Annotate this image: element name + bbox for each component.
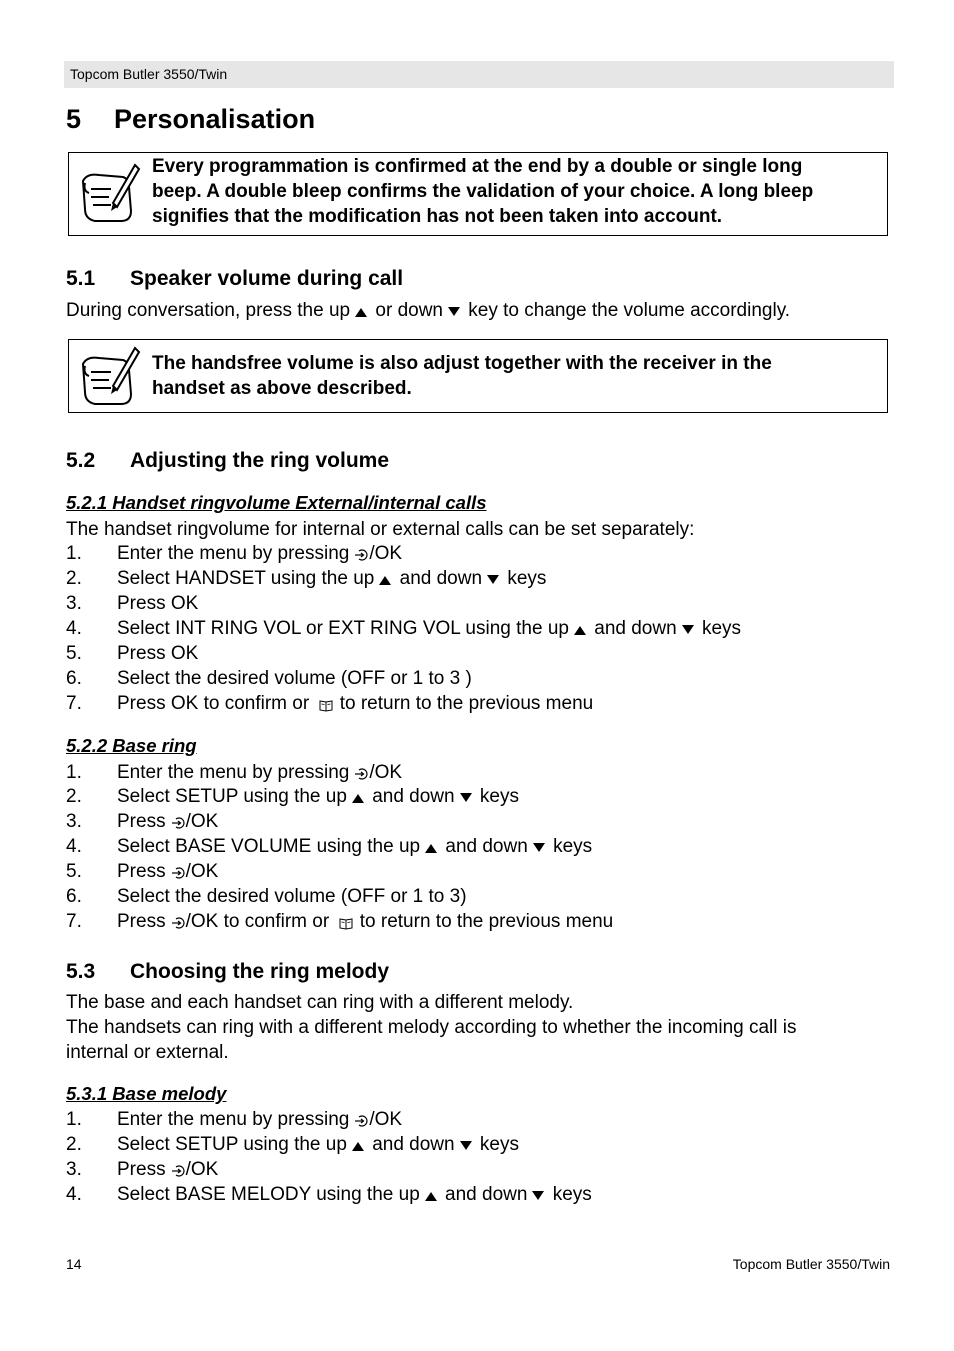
list-number: 4.	[66, 1184, 82, 1205]
note-line: Every programmation is confirmed at the end by a double or single long	[152, 156, 803, 177]
list-number: 1.	[66, 543, 82, 564]
down-arrow-icon	[487, 575, 499, 584]
menu-key-icon	[171, 916, 185, 930]
text: The handsets can ring with a different melody according to whether the incoming call is	[66, 1017, 797, 1038]
text: Select INT RING VOL or EXT RING VOL using the up	[117, 618, 569, 639]
list-item	[66, 861, 218, 883]
text: During conversation, press the up	[66, 300, 351, 321]
text: Select BASE MELODY using the up	[117, 1184, 420, 1205]
text: Press OK	[117, 643, 199, 664]
text: Select SETUP using the up	[117, 1134, 347, 1155]
list-number: 1.	[66, 762, 82, 783]
up-arrow-icon	[352, 1142, 364, 1151]
up-arrow-icon	[425, 844, 437, 853]
subsubsection-heading: 5.2.1 Handset ringvolume External/internal calls	[66, 492, 487, 513]
down-arrow-icon	[533, 843, 545, 852]
list-item	[66, 1134, 519, 1156]
text: /OK	[185, 861, 219, 882]
text: and down	[372, 786, 455, 807]
subsection-title: Adjusting the ring volume	[130, 449, 390, 472]
note-pen-icon	[77, 344, 141, 408]
list-item	[66, 1109, 402, 1131]
subsubsection-heading: 5.3.1 Base melody	[66, 1083, 227, 1104]
list-item	[66, 568, 546, 590]
list-number: 2.	[66, 786, 82, 807]
list-number: 7.	[66, 911, 82, 932]
menu-key-icon	[354, 548, 368, 562]
text: Press OK to confirm or	[117, 693, 310, 714]
list-item	[66, 762, 402, 784]
subsection-number: 5.1	[66, 267, 96, 290]
phonebook-icon	[339, 916, 353, 930]
note-line: signifies that the modification has not been taken into account.	[152, 206, 723, 227]
text: The base and each handset can ring with a different melody.	[66, 992, 574, 1013]
section-number: 5	[66, 104, 82, 134]
text: keys	[553, 836, 593, 857]
text: Enter the menu by pressing	[117, 1109, 350, 1130]
text: to return to the previous menu	[339, 693, 594, 714]
list-item	[66, 786, 519, 808]
list-item	[66, 593, 198, 615]
text: keys	[479, 1134, 519, 1155]
list-item	[66, 643, 198, 665]
text: key to change the volume accordingly.	[468, 300, 791, 321]
paragraph	[66, 990, 797, 1065]
list-item	[66, 836, 592, 858]
text: and down	[594, 618, 677, 639]
up-arrow-icon	[379, 576, 391, 585]
text: /OK to confirm or	[185, 911, 330, 932]
text: and down	[445, 836, 528, 857]
text: Select BASE VOLUME using the up	[117, 836, 421, 857]
section-heading	[66, 104, 315, 135]
subsection-title: Choosing the ring melody	[130, 960, 390, 983]
note-line: The handsfree volume is also adjust together with the receiver in the	[152, 353, 772, 374]
list-number: 1.	[66, 1109, 82, 1130]
down-arrow-icon	[460, 1141, 472, 1150]
list-number: 2.	[66, 1134, 82, 1155]
text: Press	[117, 811, 166, 832]
note-box	[68, 152, 888, 236]
text: /OK	[369, 762, 403, 783]
list-item	[66, 693, 593, 715]
list-number: 6.	[66, 668, 82, 689]
down-arrow-icon	[682, 625, 694, 634]
list-number: 5.	[66, 861, 82, 882]
subsection-title: Speaker volume during call	[130, 267, 404, 290]
up-arrow-icon	[355, 308, 367, 317]
menu-key-icon	[354, 767, 368, 781]
up-arrow-icon	[425, 1192, 437, 1201]
subsection-number: 5.2	[66, 449, 96, 472]
page-number: 14	[66, 1256, 82, 1272]
subsection-heading	[66, 449, 389, 473]
list-number: 6.	[66, 886, 82, 907]
footer-title: Topcom Butler 3550/Twin	[732, 1256, 890, 1272]
text: and down	[445, 1184, 528, 1205]
list-item	[66, 911, 613, 933]
list-item	[66, 1184, 592, 1206]
list-item	[66, 618, 741, 640]
list-item	[66, 1159, 218, 1181]
text: and down	[372, 1134, 455, 1155]
text: Select the desired volume (OFF or 1 to 3 )	[117, 668, 472, 689]
up-arrow-icon	[352, 794, 364, 803]
text: Press OK	[117, 593, 199, 614]
subsection-heading	[66, 267, 403, 291]
text: Press	[117, 911, 166, 932]
text: keys	[479, 786, 519, 807]
subsection-number: 5.3	[66, 960, 96, 983]
list-number: 7.	[66, 693, 82, 714]
up-arrow-icon	[574, 626, 586, 635]
paragraph	[66, 298, 790, 323]
text: to return to the previous menu	[359, 911, 614, 932]
list-number: 5.	[66, 643, 82, 664]
subsection-heading	[66, 960, 389, 984]
note-pen-icon	[77, 161, 141, 225]
menu-key-icon	[171, 866, 185, 880]
text: Select SETUP using the up	[117, 786, 347, 807]
header-title: Topcom Butler 3550/Twin	[70, 66, 228, 82]
paragraph: The handset ringvolume for internal or external calls can be set separately:	[66, 519, 695, 540]
text: Enter the menu by pressing	[117, 762, 350, 783]
text: Enter the menu by pressing	[117, 543, 350, 564]
phonebook-icon	[319, 698, 333, 712]
menu-key-icon	[171, 1164, 185, 1178]
list-item	[66, 668, 472, 690]
menu-key-icon	[354, 1114, 368, 1128]
list-number: 4.	[66, 618, 82, 639]
text: /OK	[185, 811, 219, 832]
note-line: handset as above described.	[152, 378, 412, 399]
text: Select HANDSET using the up	[117, 568, 375, 589]
list-number: 3.	[66, 1159, 82, 1180]
text: /OK	[185, 1159, 219, 1180]
text: keys	[507, 568, 547, 589]
subsubsection-heading: 5.2.2 Base ring	[66, 735, 197, 756]
down-arrow-icon	[532, 1191, 544, 1200]
down-arrow-icon	[460, 793, 472, 802]
list-number: 3.	[66, 593, 82, 614]
list-number: 4.	[66, 836, 82, 857]
text: Select the desired volume (OFF or 1 to 3)	[117, 886, 467, 907]
text: keys	[552, 1184, 592, 1205]
text: Press	[117, 1159, 166, 1180]
down-arrow-icon	[448, 307, 460, 316]
list-number: 3.	[66, 811, 82, 832]
text: Press	[117, 861, 166, 882]
note-box	[68, 339, 888, 413]
list-item	[66, 543, 402, 565]
section-title: Personalisation	[114, 104, 316, 134]
text: and down	[399, 568, 483, 589]
note-line: beep. A double bleep confirms the validation of your choice. A long bleep	[152, 181, 814, 202]
menu-key-icon	[171, 816, 185, 830]
text: keys	[701, 618, 742, 639]
text: /OK	[369, 1109, 403, 1130]
text: or down	[375, 300, 443, 321]
text: internal or external.	[66, 1042, 229, 1063]
text: /OK	[369, 543, 403, 564]
list-number: 2.	[66, 568, 82, 589]
list-item	[66, 886, 467, 908]
list-item	[66, 811, 218, 833]
